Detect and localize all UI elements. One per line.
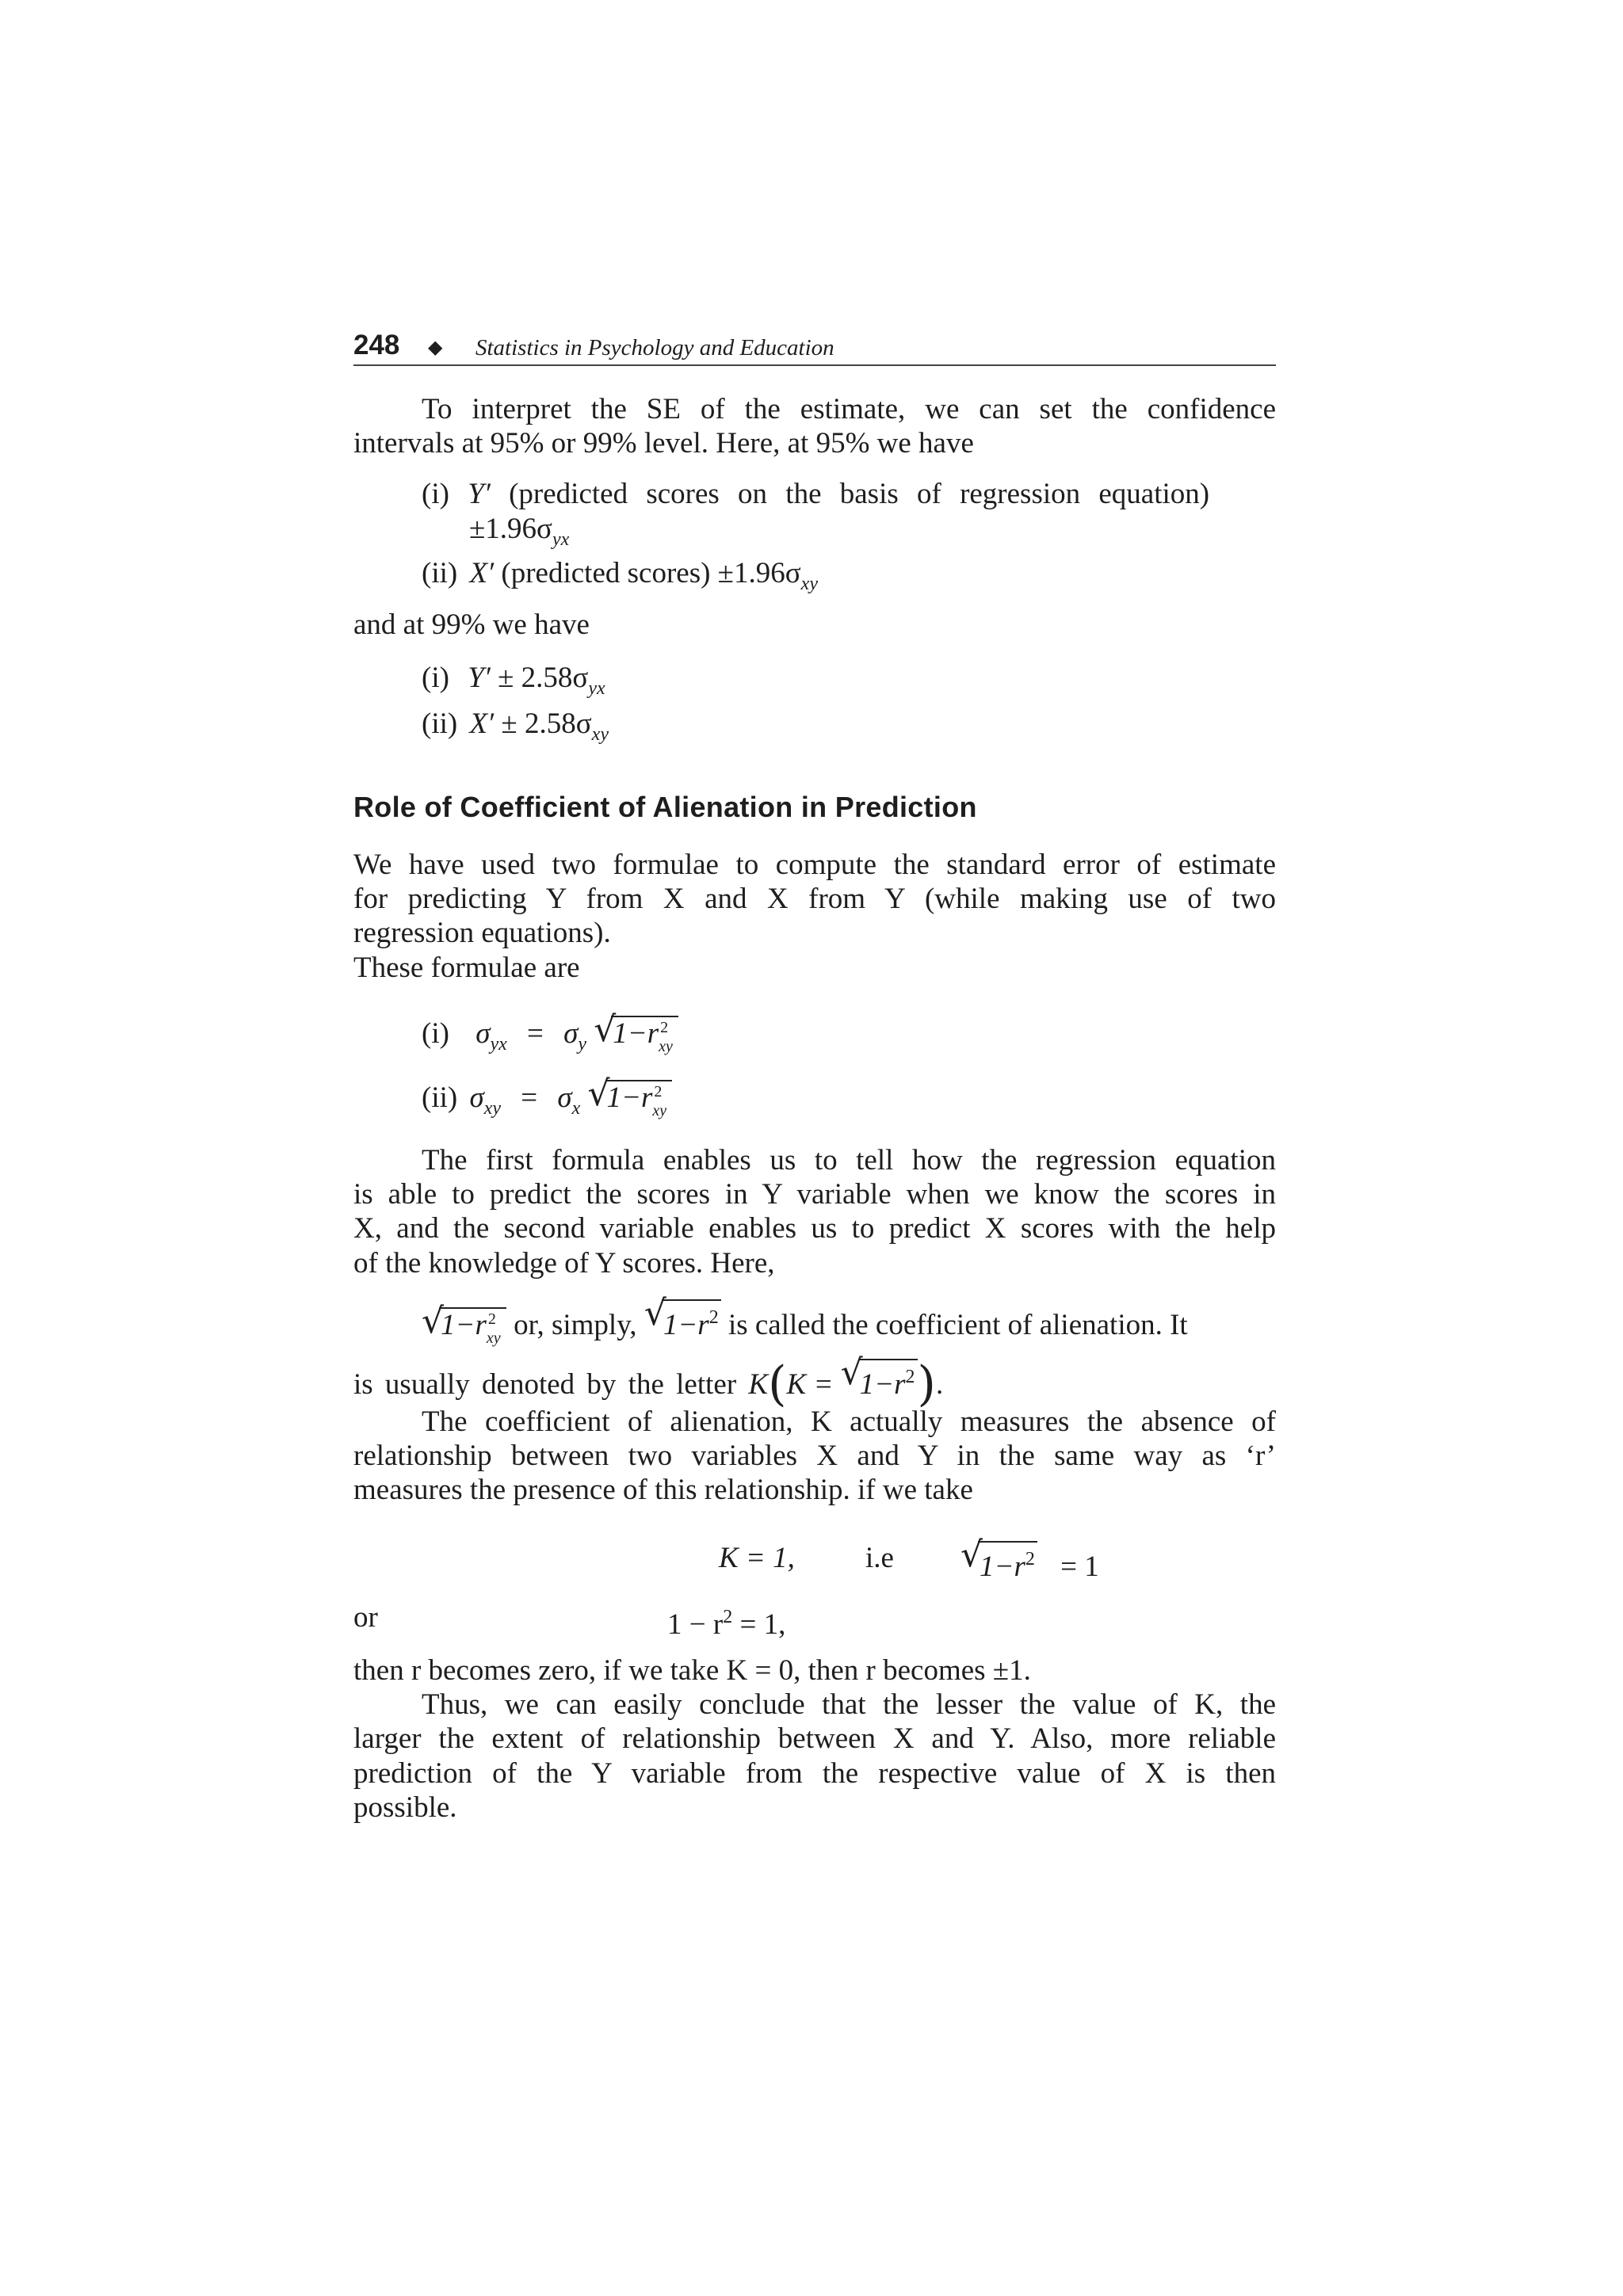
subscript: yx [552, 529, 570, 550]
list-item [422, 707, 609, 752]
variable: X′ [469, 557, 495, 589]
formula-label: (i) [422, 1017, 449, 1050]
right-paren: ) [917, 1356, 936, 1412]
text-fragment: is called the coefficient of alienation. It [720, 1309, 1188, 1341]
text-line: of the knowledge of Y scores. Here, [353, 1247, 775, 1280]
left-paren: ( [768, 1356, 787, 1412]
root-body: 1−r [441, 1309, 487, 1341]
superscript: 2 [660, 1019, 669, 1036]
list-item [422, 477, 1276, 511]
math-value: ± 2.58σ [490, 662, 589, 694]
equation-k [719, 1541, 795, 1575]
sigma: σ [557, 1081, 572, 1114]
superscript: 2 [1025, 1549, 1035, 1569]
math-fragment: K = [786, 1368, 841, 1401]
or-label: or [353, 1601, 378, 1634]
sigma: σ [563, 1017, 579, 1050]
page-number: 248 [353, 330, 400, 360]
list-item [422, 661, 605, 706]
text-line: larger the extent of relationship between X and Y. Also, more reliable [353, 1722, 1276, 1755]
equals: = [527, 1017, 544, 1050]
text-line: then r becomes zero, if we take K = 0, then r becomes ±1. [353, 1654, 1031, 1687]
subscript: xy [652, 1102, 667, 1119]
subscript: yx [588, 678, 605, 699]
subscript: xy [659, 1038, 673, 1055]
subscript: xy [483, 1098, 502, 1119]
radical-icon: √ [840, 1352, 863, 1393]
sigma: σ [469, 1081, 484, 1114]
square-root [840, 1352, 918, 1402]
equals: = [521, 1081, 538, 1114]
list-item-continuation [469, 512, 569, 557]
text-fragment: . [935, 1368, 944, 1401]
text-line: Thus, we can easily conclude that the lesser the value of K, the [422, 1688, 1276, 1721]
text-line: intervals at 95% or 99% level. Here, at 95% we have [353, 427, 974, 460]
math-fragment: = 1 [1060, 1550, 1099, 1583]
list-label: (ii) [422, 557, 458, 589]
variable: Y′ [468, 662, 491, 694]
text-line: regression equations). [353, 917, 611, 949]
subscript: xy [591, 724, 609, 745]
radical-icon: √ [960, 1535, 983, 1575]
square-root [643, 1293, 721, 1342]
denoted-line [353, 1352, 944, 1412]
diamond-icon: ◆ [428, 336, 443, 358]
superscript: 2 [654, 1083, 663, 1100]
variable: K [748, 1368, 769, 1401]
text-line: To interpret the SE of the estimate, we can set the confidence [422, 393, 1276, 425]
square-root [594, 1009, 678, 1055]
root-body: 1−r [859, 1368, 906, 1401]
subscript: xy [486, 1329, 501, 1347]
root-body: 1−r [613, 1017, 659, 1050]
variable: Y′ [468, 478, 491, 510]
subscript: x [571, 1098, 581, 1119]
subscript: y [578, 1034, 587, 1055]
text-fragment: or, simply, [506, 1309, 644, 1341]
superscript: 2 [905, 1367, 915, 1387]
superscript: 2 [708, 1307, 719, 1328]
text-line: for predicting Y from X and X from Y (while making use of two [353, 883, 1276, 915]
list-text: (predicted scores on the basis of regression equation) [490, 478, 1210, 510]
alienation-line [422, 1293, 1276, 1347]
equation-one-minus [667, 1600, 785, 1642]
superscript: 2 [487, 1310, 496, 1328]
text-line: and at 99% we have [353, 608, 590, 641]
square-root [587, 1074, 673, 1119]
radical-icon: √ [643, 1293, 666, 1333]
variable: X′ [469, 707, 495, 740]
math-value: ± 2.58σ [494, 707, 592, 740]
list-label: (i) [422, 478, 449, 510]
root-body: 1−r [663, 1309, 709, 1341]
math-fragment: = 1, [732, 1608, 786, 1641]
list-label: (ii) [422, 707, 458, 740]
sigma: σ [475, 1017, 491, 1050]
formula-ii [422, 1074, 672, 1126]
radical-icon: √ [587, 1074, 610, 1114]
list-text: (predicted scores) ±1.96σ [494, 557, 801, 589]
subscript: xy [800, 574, 818, 594]
square-root [422, 1301, 506, 1347]
text-line: relationship between two variables X and Y in the same way as ‘r’ [353, 1440, 1276, 1472]
root-body: 1−r [980, 1550, 1025, 1583]
formula-i [422, 1009, 678, 1062]
page-header [353, 325, 1276, 366]
text-fragment: is usually denoted by the letter [353, 1368, 749, 1401]
text-line: We have used two formulae to compute the standard error of estimate [353, 849, 1276, 881]
text-line: X, and the second variable enables us to predict X scores with the help [353, 1212, 1276, 1245]
square-root [960, 1535, 1037, 1584]
superscript: 2 [723, 1607, 733, 1627]
text-line: These formulae are [353, 952, 580, 984]
root-body: 1−r [606, 1081, 653, 1114]
text-line: The first formula enables us to tell how the regression equation [422, 1144, 1276, 1177]
math-fragment: 1 − r [667, 1608, 724, 1641]
formula-label: (ii) [422, 1081, 458, 1114]
text-line: measures the presence of this relationship. if we take [353, 1474, 973, 1506]
radical-icon: √ [422, 1301, 445, 1341]
ie-label: i.e [865, 1542, 894, 1574]
subscript: yx [490, 1034, 507, 1055]
section-heading: Role of Coefficient of Alienation in Prediction [353, 791, 977, 823]
equation-root [960, 1535, 1099, 1584]
list-label: (i) [422, 662, 449, 694]
text-line: The coefficient of alienation, K actually measures the absence of [422, 1405, 1276, 1438]
radical-icon: √ [594, 1009, 617, 1050]
running-title: Statistics in Psychology and Education [475, 335, 834, 360]
math-fragment: K = 1, [719, 1542, 795, 1574]
list-item [422, 556, 818, 601]
text-line: is able to predict the scores in Y variable when we know the scores in [353, 1178, 1276, 1211]
text-line: prediction of the Y variable from the respective value of X is then [353, 1757, 1276, 1790]
text-line: possible. [353, 1791, 457, 1824]
math-value: ±1.96σ [469, 513, 553, 545]
